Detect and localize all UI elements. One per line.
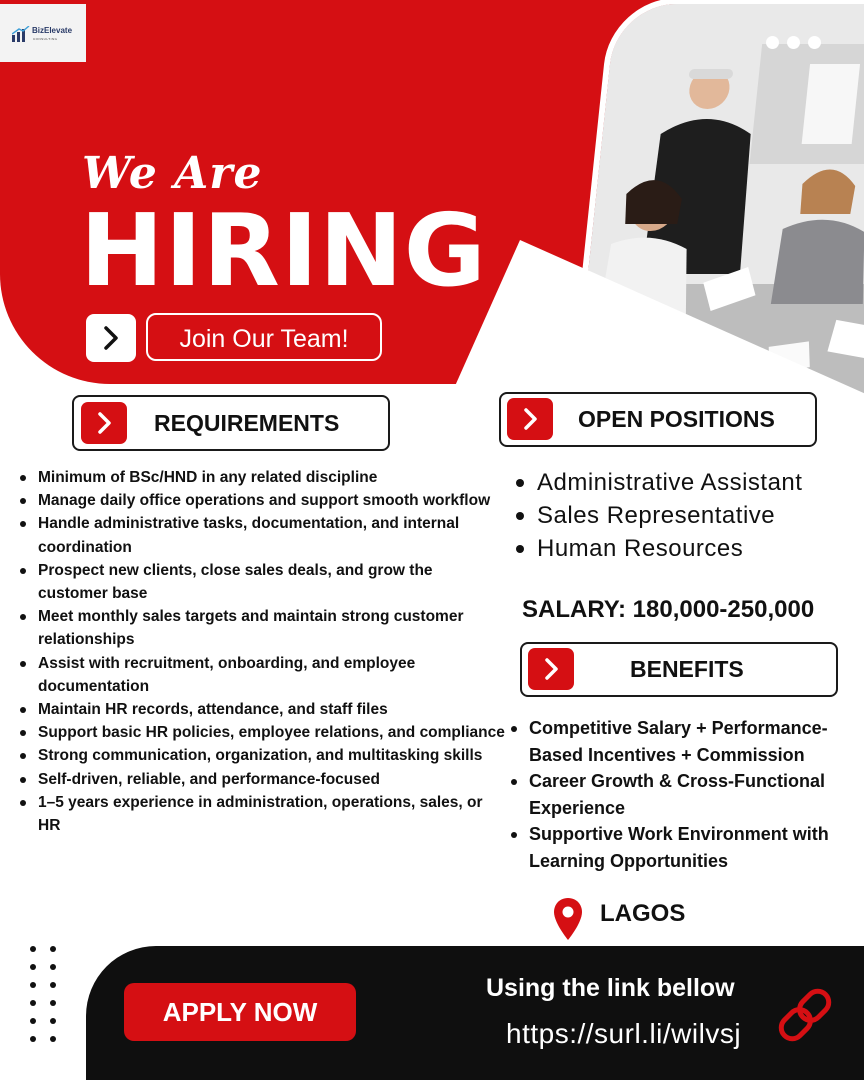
list-item: Supportive Work Environment with Learning Opportunities	[509, 821, 859, 874]
list-item: Strong communication, organization, and multitasking skills	[16, 744, 506, 767]
link-prompt: Using the link bellow	[486, 974, 735, 1002]
list-item: Support basic HR policies, employee relations, and compliance	[16, 721, 506, 744]
location-label: LAGOS	[600, 900, 686, 927]
positions-title: OPEN POSITIONS	[578, 406, 775, 432]
brand-logo	[0, 4, 86, 62]
requirements-list	[16, 466, 506, 837]
positions-arrow	[507, 398, 553, 440]
benefits-arrow	[528, 648, 574, 690]
requirements-arrow	[81, 402, 127, 444]
requirements-header	[72, 395, 390, 451]
requirements-title: REQUIREMENTS	[154, 410, 340, 436]
list-item: Manage daily office operations and support smooth workflow	[16, 489, 506, 512]
list-item: Sales Representative	[513, 499, 853, 532]
dot-grid-icon	[28, 944, 64, 1044]
list-item: Administrative Assistant	[513, 466, 853, 499]
list-item: Handle administrative tasks, documentation, and internal coordination	[16, 512, 506, 558]
hero-script-title: We Are	[82, 148, 263, 199]
list-item: Assist with recruitment, onboarding, and employee documentation	[16, 652, 506, 698]
join-team-button[interactable]: Join Our Team!	[146, 313, 382, 361]
brand-name: BizElevate	[32, 26, 73, 35]
map-pin-icon	[552, 896, 584, 942]
list-item: Self-driven, reliable, and performance-focused	[16, 768, 506, 791]
positions-list	[513, 466, 853, 565]
three-dots-icon	[766, 36, 826, 50]
positions-header	[499, 392, 817, 447]
list-item: Prospect new clients, close sales deals, and grow the customer base	[16, 559, 506, 605]
benefits-list	[509, 715, 859, 874]
benefits-title: BENEFITS	[630, 656, 744, 682]
chevron-right-icon	[507, 398, 553, 440]
chevron-right-icon	[81, 402, 127, 444]
brand-tagline: CONSULTING	[33, 37, 58, 41]
hero-title: HIRING	[80, 192, 487, 309]
chevron-right-icon	[528, 648, 574, 690]
list-item: Maintain HR records, attendance, and staff files	[16, 698, 506, 721]
list-item: 1–5 years experience in administration, operations, sales, or HR	[16, 791, 506, 837]
list-item: Career Growth & Cross-Functional Experience	[509, 768, 859, 821]
salary-range: SALARY: 180,000-250,000	[522, 596, 815, 623]
list-item: Human Resources	[513, 532, 853, 565]
apply-link[interactable]: https://surl.li/wilvsj	[506, 1018, 742, 1049]
list-item: Competitive Salary + Performance-Based Incentives + Commission	[509, 715, 859, 768]
apply-now-button[interactable]: APPLY NOW	[124, 983, 356, 1041]
benefits-header	[520, 642, 838, 697]
chevron-right-icon	[86, 314, 136, 362]
list-item: Minimum of BSc/HND in any related discipline	[16, 466, 506, 489]
chain-link-icon	[770, 980, 840, 1050]
bar-chart-logo-icon	[12, 26, 30, 42]
list-item: Meet monthly sales targets and maintain strong customer relationships	[16, 605, 506, 651]
hero-arrow-button[interactable]	[86, 314, 136, 362]
